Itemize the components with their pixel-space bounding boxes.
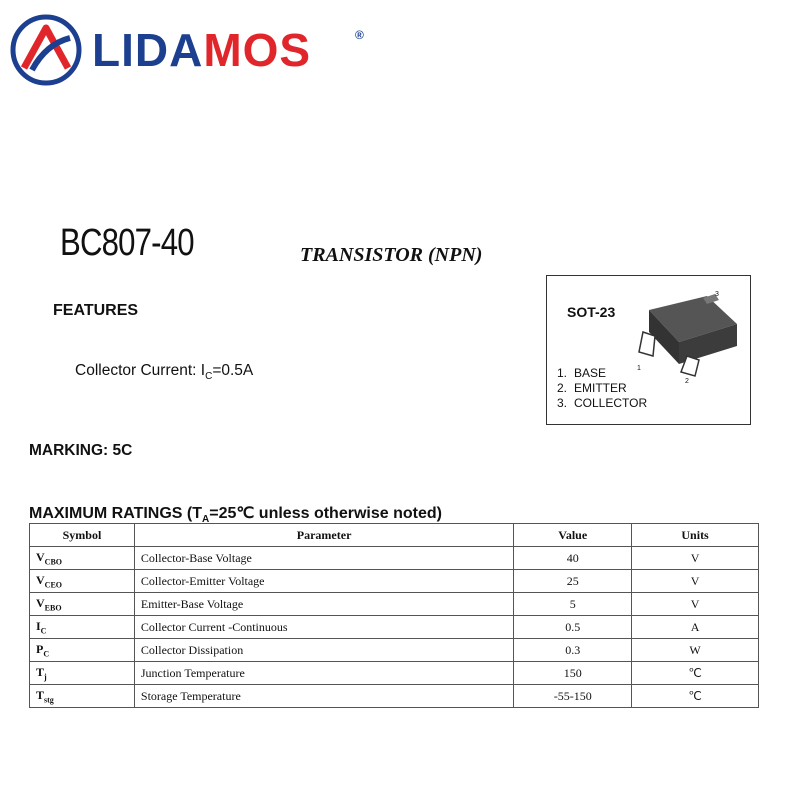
unit-cell: V <box>632 570 759 593</box>
value-cell: 25 <box>514 570 632 593</box>
ratings-title <box>29 503 442 525</box>
table-row <box>30 662 759 685</box>
value-cell: 0.5 <box>514 616 632 639</box>
parameter-cell: Emitter-Base Voltage <box>134 593 513 616</box>
table-row <box>30 639 759 662</box>
symbol-subscript: CEO <box>44 580 63 590</box>
value-cell: 5 <box>514 593 632 616</box>
column-header: Units <box>632 524 759 547</box>
drawing-pin-2-label: 2 <box>685 378 689 384</box>
table-header-row <box>30 524 759 547</box>
part-number: BC807-40 <box>60 222 194 264</box>
symbol-letter: T <box>36 664 45 679</box>
pin-item <box>557 396 647 411</box>
symbol-subscript: CBO <box>44 557 63 567</box>
features-heading: FEATURES <box>53 302 139 319</box>
lidamos-logo-icon <box>10 14 82 86</box>
table-row <box>30 685 759 708</box>
ratings-table <box>29 523 759 708</box>
symbol-subscript: C <box>40 626 47 636</box>
brand-logo <box>10 14 364 86</box>
unit-cell: W <box>632 639 759 662</box>
value-cell: -55-150 <box>514 685 632 708</box>
table-row <box>30 570 759 593</box>
column-header: Value <box>514 524 632 547</box>
symbol-cell <box>30 616 135 639</box>
brand-name <box>92 24 311 76</box>
value-cell: 40 <box>514 547 632 570</box>
feature-prefix: Collector Current: I <box>75 362 206 379</box>
marking-label: MARKING: 5C <box>29 442 133 459</box>
unit-cell: ℃ <box>632 685 759 708</box>
feature-subscript: C <box>205 371 213 383</box>
table-row <box>30 547 759 570</box>
table-row <box>30 593 759 616</box>
drawing-pin-3-label: 3 <box>715 291 719 298</box>
device-type: TRANSISTOR (NPN) <box>300 244 483 266</box>
parameter-cell: Collector-Emitter Voltage <box>134 570 513 593</box>
package-name: SOT-23 <box>567 304 616 320</box>
pin-item <box>557 366 647 381</box>
symbol-subscript: j <box>44 672 47 682</box>
brand-name-part1: LIDA <box>92 24 204 76</box>
symbol-letter: V <box>36 572 45 587</box>
parameter-cell: Collector Dissipation <box>134 639 513 662</box>
symbol-cell <box>30 547 135 570</box>
ratings-title-suffix: =25℃ unless otherwise noted) <box>209 505 442 522</box>
pin-number: 2. <box>557 381 568 395</box>
unit-cell: A <box>632 616 759 639</box>
pin-label: BASE <box>574 366 607 380</box>
parameter-cell: Junction Temperature <box>134 662 513 685</box>
parameter-cell: Collector-Base Voltage <box>134 547 513 570</box>
column-header: Parameter <box>134 524 513 547</box>
parameter-cell: Storage Temperature <box>134 685 513 708</box>
unit-cell: ℃ <box>632 662 759 685</box>
symbol-letter: T <box>36 687 45 702</box>
pin-number: 1. <box>557 366 568 380</box>
brand-name-part2: MOS <box>203 24 312 76</box>
registered-mark: ® <box>355 28 364 42</box>
pin-list <box>557 366 647 411</box>
value-cell: 150 <box>514 662 632 685</box>
value-cell: 0.3 <box>514 639 632 662</box>
symbol-cell <box>30 685 135 708</box>
drawing-pin-1-label: 1 <box>637 365 641 372</box>
table-row <box>30 616 759 639</box>
symbol-cell <box>30 593 135 616</box>
symbol-cell <box>30 639 135 662</box>
symbol-cell <box>30 662 135 685</box>
feature-collector-current <box>75 362 253 382</box>
pin-number: 3. <box>557 396 568 410</box>
feature-suffix: =0.5A <box>212 362 254 379</box>
pin-label: EMITTER <box>574 381 627 395</box>
ratings-table-body <box>30 547 759 708</box>
unit-cell: V <box>632 593 759 616</box>
symbol-subscript: EBO <box>44 603 62 613</box>
ratings-title-prefix: MAXIMUM RATINGS (T <box>29 505 203 522</box>
ratings-title-subscript: A <box>202 514 210 526</box>
column-header: Symbol <box>30 524 135 547</box>
parameter-cell: Collector Current -Continuous <box>134 616 513 639</box>
symbol-letter: V <box>36 549 45 564</box>
unit-cell: V <box>632 547 759 570</box>
package-box <box>546 275 751 425</box>
symbol-letter: V <box>36 595 45 610</box>
symbol-subscript: C <box>43 649 50 659</box>
symbol-letter: P <box>36 641 44 656</box>
pin-item <box>557 381 647 396</box>
symbol-subscript: stg <box>44 695 54 705</box>
pin-label: COLLECTOR <box>574 396 648 410</box>
symbol-letter: I <box>36 618 41 633</box>
symbol-cell <box>30 570 135 593</box>
